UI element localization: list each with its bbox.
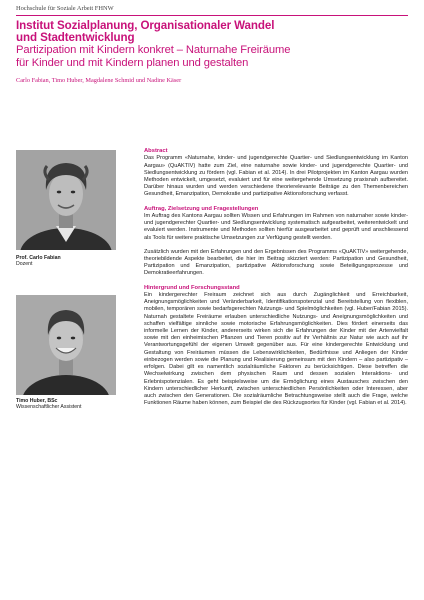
photo-caption bbox=[16, 398, 136, 411]
paragraph: Zusätzlich wurden mit den Erfahrungen und den Ergebnissen des Programms «QuAKTIV» weitergehende, theoriebildende Aspekte bearbeitet, die hier im Beitrag skizziert werden: Partizipation und Gesundheit, Partizipation und Emanzipation, partizipative Aktionsforschung sowie Beteiligungsprozesse und Demokratieerfahrungen. bbox=[144, 248, 408, 277]
title-line-2: und Stadtentwicklung bbox=[16, 31, 135, 45]
article-body bbox=[144, 148, 408, 414]
person-role: Wissenschaftlicher Assistent bbox=[16, 404, 82, 411]
section-heading: Auftrag, Zielsetzung und Fragestellungen bbox=[144, 205, 259, 212]
person-name: Timo Huber, BSc bbox=[16, 398, 58, 404]
page-title bbox=[16, 20, 408, 44]
portrait-photo bbox=[16, 295, 116, 395]
person-role: Dozent bbox=[16, 261, 33, 268]
paragraph: Im Auftrag des Kantons Aargau sollten Wissen und Erfahrungen im Rahmen von naturnaher sowie kinder- und jugendgerechter Quartier- und Siedlungsentwicklung systematisch aufgearbeitet, weiterentwickelt und evaluiert werden. Instrumente und Methoden sollten hierfür ausgearbeitet und geprüft und anschliessend als Tools für weitere praktische Umsetzungen zur Verfügung gestellt werden. bbox=[144, 213, 408, 241]
portrait-photo bbox=[16, 150, 116, 250]
subtitle-line-2: für Kinder und mit Kindern planen und gestalten bbox=[16, 56, 249, 69]
section-heading: Hintergrund und Forschungsstand bbox=[144, 284, 240, 291]
person-name: Prof. Carlo Fabian bbox=[16, 255, 61, 261]
school-name: Hochschule für Soziale Arbeit FHNW bbox=[16, 5, 408, 16]
section-heading: Abstract bbox=[144, 148, 168, 154]
subtitle-line-1: Partizipation mit Kindern konkret – Naturnahe Freiräume bbox=[16, 44, 291, 57]
paragraph: Das Programm «Naturnahe, kinder- und jugendgerechte Quartier- und Siedlungsentwicklung im Kanton Aargau» (QuAKTIV) hatte zum Ziel, eine naturnahe sowie kinder- und jugendgerechte Quartier- und Siedlungsentwicklung zu fördern (vgl. Fabian et al. 2014). In drei Pilotprojekten im Kanton Aargau wurden Methoden entwickelt, umgesetzt, evaluiert und für eine weitergehende Umsetzung praxisnah aufbereitet. Darüber hinaus wurden und werden verschiedene theorierelevante Beiträge zu den Themenbereichen Gesundheit, Emanzipation, Demokratie und partizipative Aktionsforschung verfasst. bbox=[144, 155, 408, 198]
title-line-1: Institut Sozialplanung, Organisationaler Wandel bbox=[16, 19, 275, 32]
photo-caption bbox=[16, 255, 136, 268]
paragraph: Ein kindergerechter Freiraum zeichnet sich aus durch Zugänglichkeit und Erreichbarkeit, Aneignungsmöglichkeiten und Veränderbarkeit, Identifikationspotenzial und Bereitstellung von flexiblen, mobilen, temporären sowie bedarfsgerechten Nutzungs- und Spielmöglichkeiten (vgl. Huber/Fabian 2015). Naturnah gestaltete Freiräume erlauben unterschiedliche Nutzungs- und Aneignungsmöglichkeiten und schaffen vielfältige sinnliche sowie motorische Erfahrungsmöglichkeiten. Dies fördert einerseits das informelle Lernen der Kinder, andererseits wirken sich die Erfahrungen der Kinder mit der Artenvielfalt sowie mit den einheimischen Pflanzen und Tieren positiv auf ihr Verhältnis zur Natur wie auch auf ihr Verantwortungsgefühl der eigenen Umwelt gegenüber aus. Für eine kindergerechte Entwicklung und Gestaltung von Freiräumen müssen die Lebenswirklichkeiten, Bedürfnisse und Anliegen der Kinder einbezogen werden sowie die Planung und Realisierung gemeinsam mit den Kindern – also partizipativ – erfolgen. Dabei gilt es namentlich sozialräumliche Faktoren zu berücksichtigen. Diese betreffen die Wechselwirkung zwischen dem physischen Raum und dessen sozialen Interaktions- und Erlebnispotenzialen. Es geht beispielsweise um die Ermöglichung eines Austausches zwischen den Kindern unterschiedlicher Herkunft, zwischen unterschiedlichen Persönlichkeiten oder Interessen, aber auch zwischen den Generationen. Die sozialräumliche Betrachtungsweise stellt auch die Frage, welche Funktionen Räume haben können, zum Beispiel die des Rückzugsortes für Kinder (vgl. Fabian et al. 2014). bbox=[144, 292, 408, 407]
page-header bbox=[16, 5, 408, 84]
author-list: Carlo Fabian, Timo Huber, Magdalene Schmid und Nadine Käser bbox=[16, 77, 182, 85]
page-subtitle bbox=[16, 44, 408, 69]
